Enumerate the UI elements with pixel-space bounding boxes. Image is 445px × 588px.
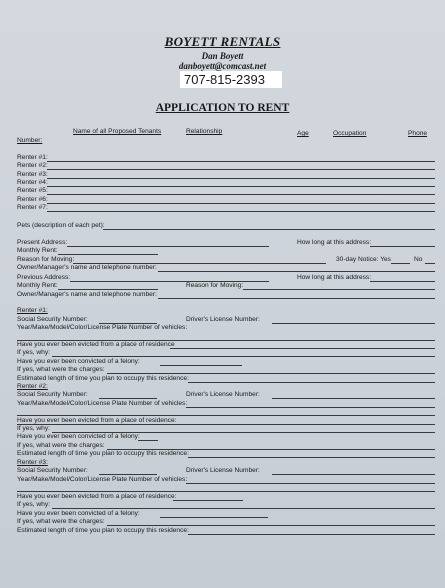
pets-line[interactable]: [103, 229, 435, 230]
felony-label: Have you ever been convicted of a felony:: [17, 433, 140, 440]
vehicles-line-2[interactable]: [17, 415, 435, 416]
license-label: Driver's License Number:: [186, 391, 260, 398]
ssn-label: Social Security Number:: [17, 391, 88, 398]
col-age: Age: [297, 130, 309, 137]
ssn-label: Social Security Number:: [17, 316, 88, 323]
license-label: Driver's License Number:: [186, 467, 260, 474]
vehicles-label: Year/Make/Model/Color/License Plate Number of vehicles:: [17, 324, 188, 331]
monthly-rent-label: Monthly Rent:: [17, 247, 58, 254]
charges-label: If yes, what were the charges:: [17, 518, 105, 525]
if-yes-line[interactable]: [52, 508, 435, 509]
evicted-label: Have you ever been evicted from a place of residence:: [17, 493, 177, 500]
owner-manager-line[interactable]: [158, 271, 435, 272]
charges-line[interactable]: [107, 373, 435, 374]
renter-section-heading: Renter #1:: [17, 307, 48, 314]
vehicles-label: Year/Make/Model/Color/License Plate Number of vehicles:: [17, 400, 188, 407]
owner-manager-label: Owner/Manager's name and telephone number:: [17, 264, 157, 271]
notice-no-line[interactable]: [425, 263, 435, 264]
pets-label: Pets (description of each pet):: [17, 222, 105, 229]
renter-section-heading: Renter #2:: [17, 383, 48, 390]
renter-3-line[interactable]: [47, 178, 435, 179]
evicted-label: Have you ever been evicted from a place of residence:: [17, 417, 177, 424]
ssn-label: Social Security Number:: [17, 467, 88, 474]
col-name: Name of all Proposed Tenants: [73, 128, 162, 135]
renter-row-label: Renter #4:: [17, 179, 48, 186]
reason-moving-label: Reason for Moving:: [186, 282, 244, 289]
previous-address-label: Previous Address:: [17, 274, 71, 281]
ssn-line[interactable]: [99, 398, 157, 399]
felony-line[interactable]: [160, 365, 242, 366]
how-long-label: How long at this address:: [297, 274, 372, 281]
length-label: Estimated length of time you plan to occupy this residence:: [17, 527, 189, 534]
col-phone: Phone: [408, 130, 428, 137]
monthly-rent-line[interactable]: [58, 289, 158, 290]
felony-label: Have you ever been convicted of a felony:: [17, 510, 140, 517]
owner-email: danboyett@comcast.net: [178, 61, 267, 71]
evicted-line[interactable]: [17, 424, 435, 425]
charges-label: If yes, what were the charges:: [17, 366, 105, 373]
evicted-line[interactable]: [173, 500, 243, 501]
charges-line[interactable]: [107, 525, 435, 526]
if-yes-label: If yes, why:: [17, 501, 50, 508]
how-long-line[interactable]: [370, 246, 435, 247]
col-occupation: Occupation: [333, 130, 367, 137]
renter-row-label: Renter #7:: [17, 204, 48, 211]
evicted-line[interactable]: [170, 348, 435, 349]
col-number: Number:: [17, 137, 43, 144]
renter-row-label: Renter #5:: [17, 187, 48, 194]
license-line[interactable]: [272, 398, 435, 399]
renter-row-label: Renter #6:: [17, 196, 48, 203]
if-yes-label: If yes, why:: [17, 425, 50, 432]
how-long-line[interactable]: [370, 281, 435, 282]
length-label: Estimated length of time you plan to occupy this residence:: [17, 375, 189, 382]
length-line[interactable]: [188, 457, 435, 458]
present-address-line[interactable]: [67, 246, 269, 247]
owner-name: Dan Boyett: [201, 51, 244, 61]
renter-row-label: Renter #2:: [17, 162, 48, 169]
length-label: Estimated length of time you plan to occupy this residence:: [17, 450, 189, 457]
notice-no-label: No: [414, 256, 423, 263]
monthly-rent-label: Monthly Rent:: [17, 282, 58, 289]
if-yes-line[interactable]: [52, 356, 435, 357]
vehicles-line[interactable]: [186, 407, 435, 408]
owner-phone: 707-815-2393: [180, 71, 282, 88]
owner-manager-label: Owner/Manager's name and telephone number:: [17, 291, 157, 298]
notice-yes-line[interactable]: [391, 263, 410, 264]
if-yes-label: If yes, why:: [17, 349, 50, 356]
company-name: BOYETT RENTALS: [164, 34, 281, 49]
col-relationship: Relationship: [186, 128, 223, 135]
reason-moving-line[interactable]: [243, 289, 435, 290]
evicted-label: Have you ever been evicted from a place of residence: [17, 341, 175, 348]
vehicles-line-2[interactable]: [17, 491, 435, 492]
reason-moving-label: Reason for Moving:: [17, 256, 75, 263]
length-line[interactable]: [188, 382, 435, 383]
renter-2-line[interactable]: [47, 169, 435, 170]
present-address-label: Present Address:: [17, 239, 68, 246]
vehicles-line[interactable]: [186, 483, 435, 484]
how-long-label: How long at this address:: [297, 239, 372, 246]
charges-label: If yes, what were the charges:: [17, 442, 105, 449]
vehicles-label: Year/Make/Model/Color/License Plate Number of vehicles:: [17, 476, 188, 483]
ssn-line[interactable]: [99, 474, 157, 475]
renter-section-heading: Renter #3:: [17, 459, 48, 466]
form-title: APPLICATION TO RENT: [155, 102, 290, 114]
felony-line[interactable]: [138, 440, 158, 441]
monthly-rent-line[interactable]: [58, 254, 158, 255]
renter-row-label: Renter #3:: [17, 171, 48, 178]
length-line[interactable]: [188, 534, 435, 535]
owner-manager-line[interactable]: [158, 298, 435, 299]
renter-4-line[interactable]: [47, 186, 435, 187]
renter-1-line[interactable]: [47, 161, 435, 162]
renter-7-line[interactable]: [47, 211, 435, 212]
notice-label: 30-day Notice: Yes: [336, 256, 391, 263]
felony-line[interactable]: [160, 517, 268, 518]
license-line[interactable]: [272, 474, 435, 475]
renter-5-line[interactable]: [47, 194, 435, 195]
renter-row-label: Renter #1:: [17, 154, 48, 161]
license-label: Driver's License Number:: [186, 316, 260, 323]
renter-6-line[interactable]: [47, 203, 435, 204]
felony-label: Have you ever been convicted of a felony:: [17, 358, 140, 365]
license-line[interactable]: [272, 323, 435, 324]
